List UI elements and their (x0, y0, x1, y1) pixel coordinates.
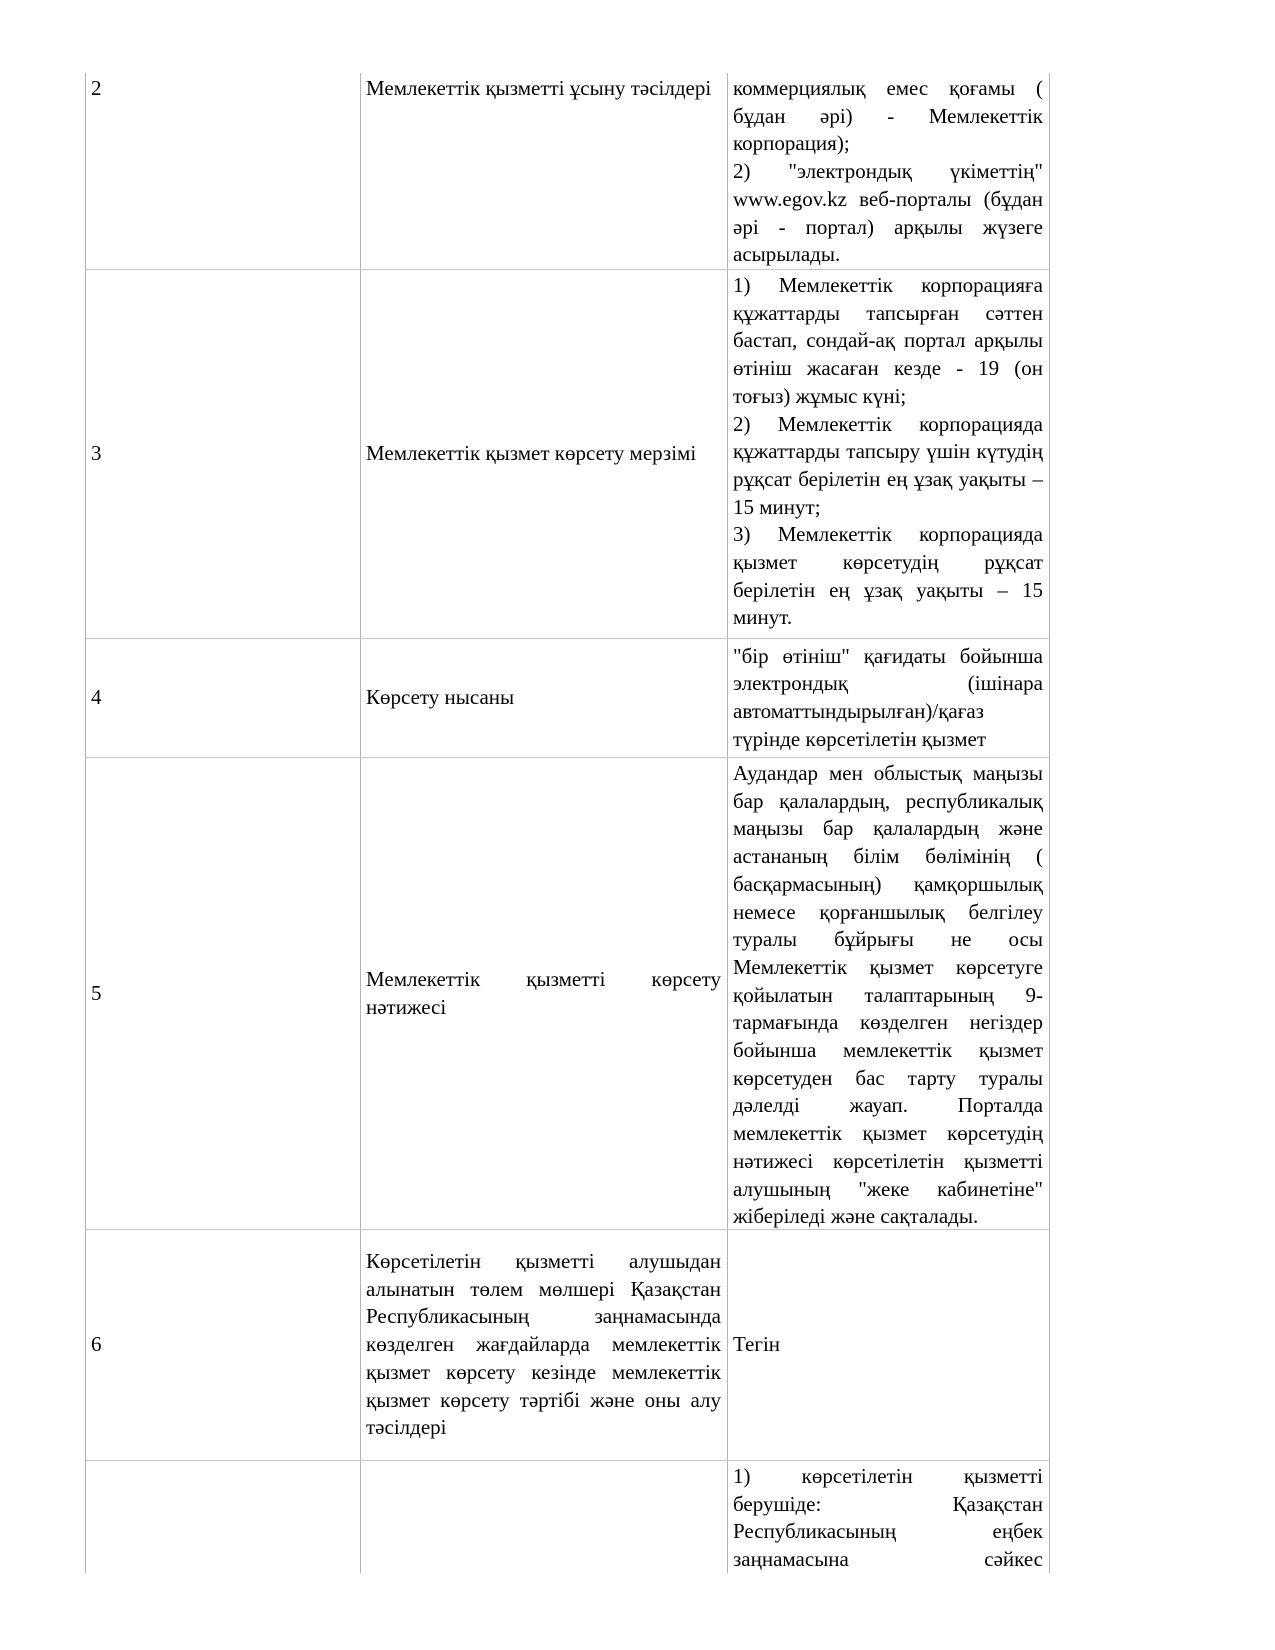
row-content-cell (728, 73, 1050, 269)
content-paragraph: 1) Мемлекеттік корпорацияға құжаттарды тапсырған сәттен бастап, сондай-ақ портал арқылы өтініш жасаған кезде - 19 (он тоғыз) жұмыс күні; (733, 273, 1043, 408)
content-paragraph: Аудандар мен облыстық маңызы бар қалалардың, республикалық маңызы бар қалалардың және астананың білім бөлімінің ( басқармасының) қамқоршылық немесе қорғаншылық белгілеу туралы бұйрығы не осы Мемлекеттік қызмет көрсетуге қойылатын талаптарының 9-тармағында көзделген негіздер бойынша мемлекеттік қызмет көрсетуден бас тарту туралы дәлелді жауап. Порталда мемлекеттік қызмет көрсетудің нәтижесі көрсетілетін қызметті алушының "жеке кабинетіне" жіберіледі және сақталады. (733, 761, 1043, 1229)
row-number-cell (86, 73, 361, 269)
row-label-cell (361, 1461, 728, 1573)
row-number: 4 (91, 685, 102, 710)
row-label: Көрсету нысаны (366, 685, 515, 710)
row-number-cell (86, 758, 361, 1229)
table-row (86, 758, 1050, 1230)
content-paragraph: 2) Мемлекеттік корпорацияда құжаттарды тапсыру үшін күтудің рұқсат берілетін ең ұзақ уақыты – 15 минут; (733, 411, 1043, 519)
row-label-cell (361, 1230, 728, 1460)
row-content-cell (728, 1230, 1050, 1460)
row-label-cell (361, 758, 728, 1229)
row-number-cell (86, 639, 361, 757)
services-table (85, 73, 1050, 1573)
table-row (86, 1230, 1050, 1461)
row-number: 5 (91, 980, 102, 1005)
row-label-cell (361, 639, 728, 757)
row-number-cell (86, 1461, 361, 1573)
content-paragraph: 1) көрсетілетін қызметті берушіде: Қазақстан Республикасының еңбек заңнамасына сәйкес (733, 1464, 1043, 1572)
row-content-cell (728, 758, 1050, 1229)
row-label: Мемлекеттік қызметті көрсету нәтижесі (366, 966, 721, 1019)
content-paragraph: коммерциялық емес қоғамы ( бұдан әрі) - Мемлекеттік корпорация); (733, 76, 1043, 156)
row-label-cell (361, 73, 728, 269)
row-content-cell (728, 1461, 1050, 1573)
row-content-cell (728, 639, 1050, 757)
row-number: 6 (91, 1332, 102, 1357)
content-paragraph: Тегін (733, 1332, 781, 1357)
table-row (86, 270, 1050, 639)
row-label: Көрсетілетін қызметті алушыдан алынатын төлем мөлшері Қазақстан Республикасының заңнамасында көзделген жағдайларда мемлекеттік қызмет көрсету кезінде мемлекеттік қызмет көрсету тәртібі және оны алу тәсілдері (366, 1249, 721, 1440)
content-paragraph: 3) Мемлекеттік корпорацияда қызмет көрсетудің рұқсат берілетін ең ұзақ уақыты – 15 минут. (733, 522, 1043, 630)
content-paragraph: "бір өтініш" қағидаты бойынша электрондық (ішінара автоматтындырылған)/қағаз түрінде көрсетілетін қызмет (733, 643, 1043, 751)
content-paragraph: 2) "электрондық үкіметтің" www.egov.kz веб-порталы (бұдан әрі - портал) арқылы жүзеге асырылады. (733, 159, 1043, 267)
row-label-cell (361, 270, 728, 638)
row-number: 2 (91, 76, 102, 100)
row-content-cell (728, 270, 1050, 638)
row-label: Мемлекеттік қызмет көрсету мерзімі (366, 441, 697, 466)
row-number-cell (86, 270, 361, 638)
table-row (86, 639, 1050, 758)
row-label: Мемлекеттік қызметті ұсыну тәсілдері (366, 76, 712, 100)
table-row (86, 73, 1050, 270)
row-number: 3 (91, 441, 102, 466)
table-row (86, 1461, 1050, 1573)
row-number-cell (86, 1230, 361, 1460)
